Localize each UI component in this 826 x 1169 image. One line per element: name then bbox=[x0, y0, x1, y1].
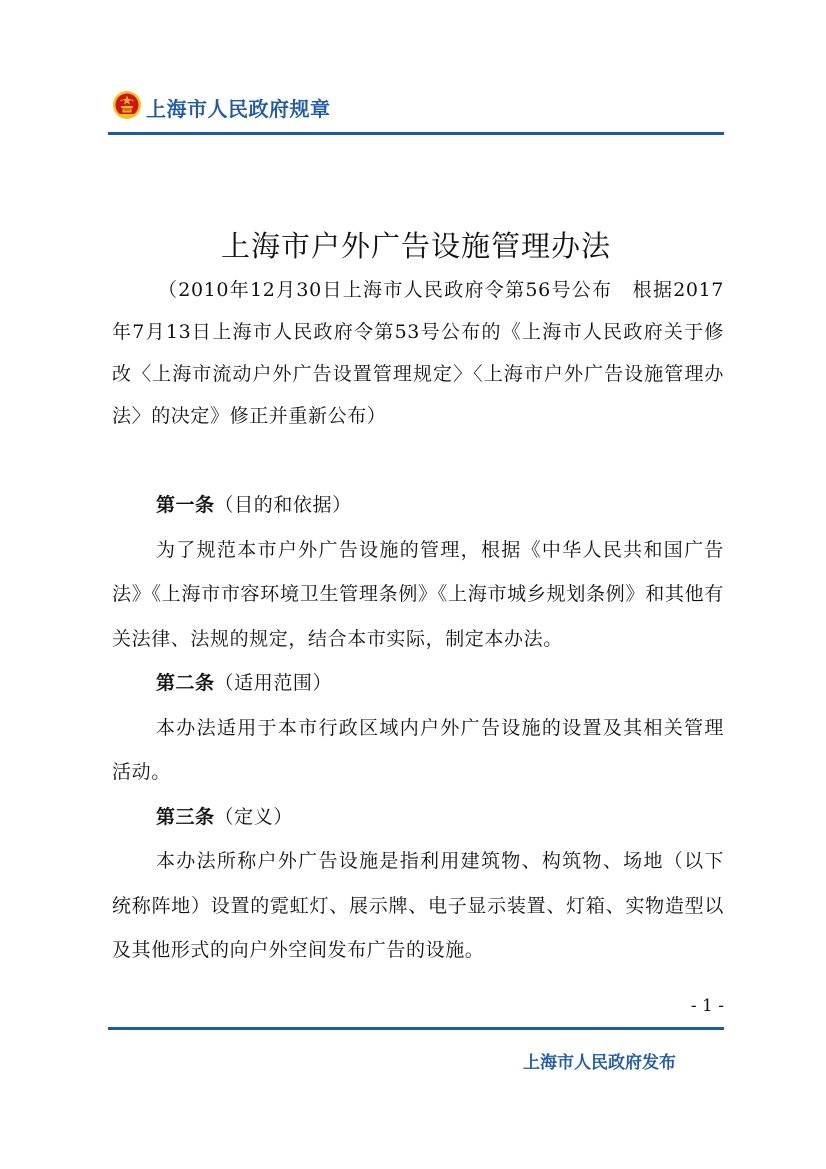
article-subject: （适用范围） bbox=[214, 672, 333, 694]
document-body bbox=[112, 483, 724, 973]
article-title: 第三条 bbox=[156, 805, 215, 828]
article-subject: （目的和依据） bbox=[214, 494, 352, 516]
header-rule bbox=[108, 132, 724, 135]
header-title: 上海市人民政府规章 bbox=[146, 97, 331, 121]
footer-publisher: 上海市人民政府发布 bbox=[523, 1053, 676, 1073]
article-heading bbox=[112, 661, 724, 706]
article-title: 第一条 bbox=[156, 494, 215, 516]
header bbox=[108, 88, 724, 124]
article-paragraph: 本办法适用于本市行政区域内户外广告设施的设置及其相关管理活动。 bbox=[112, 716, 724, 783]
document-title: 上海市户外广告设施管理办法 bbox=[220, 229, 611, 263]
article-paragraph: 为了规范本市户外广告设施的管理，根据《中华人民共和国广告法》《上海市市容环境卫生管理条例》《上海市城乡规划条例》和其他有关法律、法规的规定，结合本市实际，制定本办法。 bbox=[112, 538, 724, 650]
national-emblem-icon bbox=[112, 90, 142, 120]
article-subject: （定义） bbox=[214, 805, 293, 828]
article-title: 第二条 bbox=[156, 672, 215, 694]
article-paragraph: 本办法所称户外广告设施是指利用建筑物、构筑物、场地（以下统称阵地）设置的霓虹灯、展示牌、电子显示装置、灯箱、实物造型以及其他形式的向户外空间发布广告的设施。 bbox=[112, 850, 724, 961]
page-number: - 1 - bbox=[690, 996, 724, 1016]
article-heading bbox=[112, 795, 724, 840]
article-heading bbox=[112, 483, 724, 528]
footer-rule bbox=[108, 1027, 724, 1030]
document-note: （2010年12月30日上海市人民政府令第56号公布 根据2017年7月13日上海市人民政府令第53号公布的《上海市人民政府关于修改〈上海市流动户外广告设置管理规定〉〈上海市户外广告设施管理办法〉的决定》修正并重新公布） bbox=[112, 279, 724, 427]
